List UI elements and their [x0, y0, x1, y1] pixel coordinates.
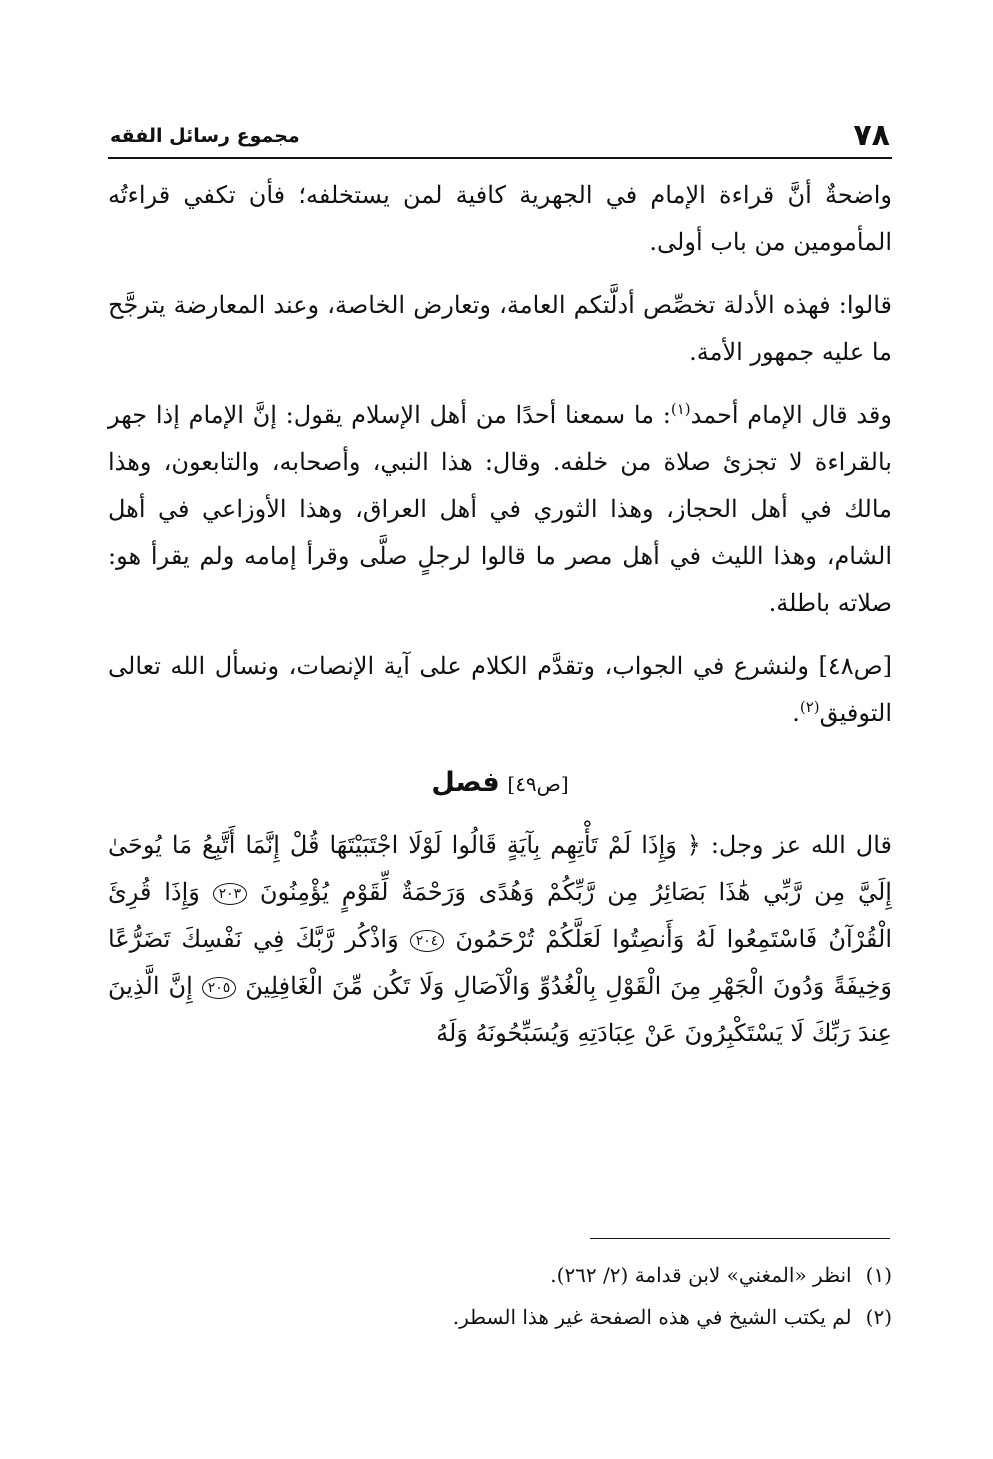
footnote-number: (٢) [865, 1305, 892, 1329]
body-text [108, 172, 892, 1073]
footnote-2 [108, 1296, 892, 1338]
section-title: فصل [431, 767, 500, 798]
section-heading [108, 759, 892, 808]
header-rule [108, 157, 892, 159]
quran-verse-206: إِنَّ الَّذِينَ عِندَ رَبِّكَ لَا يَسْتَكْبِرُونَ عَنْ عِبَادَتِهِ وَيُسَبِّحُونَهُ وَلَهُ [108, 972, 892, 1047]
quran-verse-205: وَاذْكُر رَّبَّكَ فِي نَفْسِكَ تَضَرُّعًا وَخِيفَةً وَدُونَ الْجَهْرِ مِنَ الْقَوْلِ بِالْغُدُوِّ وَالْآصَالِ وَلَا تَكُن مِّنَ الْغَافِلِينَ [108, 925, 892, 1000]
verse-number-marker: ٢٠٥ [202, 977, 237, 999]
footnote-1 [108, 1254, 892, 1296]
footnotes [108, 1254, 892, 1338]
footnote-ref-1[interactable]: (١) [670, 400, 691, 418]
section-page-ref: [ص٤٩] [507, 772, 569, 796]
footnote-text: انظر «المغني» لابن قدامة (٢/ ٢٦٢). [550, 1263, 852, 1287]
footnote-number: (١) [865, 1263, 892, 1287]
paragraph-3-start: وقد قال الإمام أحمد [690, 401, 892, 429]
footnote-separator [590, 1238, 890, 1239]
footnote-text: لم يكتب الشيخ في هذه الصفحة غير هذا السطر. [452, 1305, 852, 1329]
verse-number-marker: ٢٠٤ [410, 930, 445, 952]
paragraph-4 [108, 643, 892, 737]
footnote-ref-2[interactable]: (٢) [799, 698, 820, 716]
quran-verse-203: وَإِذَا لَمْ تَأْتِهِم بِآيَةٍ قَالُوا لَوْلَا اجْتَبَيْتَهَا قُلْ إِنَّمَا أَتَّبِعُ مَا يُوحَىٰ إِلَيَّ مِن رَّبِّي هَٰذَا بَصَائِرُ مِن رَّبِّكُمْ وَهُدًى وَرَحْمَةٌ لِّقَوْمٍ يُؤْمِنُونَ [108, 831, 892, 906]
verse-number-marker: ٢٠٣ [213, 883, 248, 905]
quran-verse-204: وَإِذَا قُرِئَ الْقُرْآنُ فَاسْتَمِعُوا لَهُ وَأَنصِتُوا لَعَلَّكُمْ تُرْحَمُونَ [108, 878, 892, 953]
quran-intro: قال الله عز وجل: ﴿ [686, 831, 892, 859]
paragraph-3 [108, 392, 892, 627]
paragraph-3-rest: : ما سمعنا أحدًا من أهل الإسلام يقول: إنَّ الإمام إذا جهر بالقراءة لا تجزئ صلاة من خلفه. وقال: هذا النبي، وأصحابه، والتابعون، وهذا مالك في أهل الحجاز، وهذا الثوري في أهل العراق، وهذا الأوزاعي في أهل الشام، وهذا الليث في أهل مصر ما قالوا لرجلٍ صلَّى وقرأ إمامه ولم يقرأ هو: صلاته باطلة. [108, 401, 892, 617]
paragraph-2: قالوا: فهذه الأدلة تخصِّص أدلَّتكم العامة، وتعارض الخاصة، وعند المعارضة يترجَّح ما عليه جمهور الأمة. [108, 291, 892, 366]
paragraph-1: واضحةٌ أنَّ قراءة الإمام في الجهرية كافية لمن يستخلفه؛ فأن تكفي قراءتُه المأمومين من باب أولى. [108, 181, 892, 256]
running-title: مجموع رسائل الفقه [110, 125, 300, 147]
paragraph-4-start: [ص٤٨] ولنشرع في الجواب، وتقدَّم الكلام على آية الإنصات، ونسأل الله تعالى التوفيق [108, 652, 892, 727]
page-number: ٧٨ [853, 118, 890, 153]
paragraph-4-end: . [792, 699, 800, 727]
quran-passage [108, 822, 892, 1057]
page-header [110, 118, 890, 154]
